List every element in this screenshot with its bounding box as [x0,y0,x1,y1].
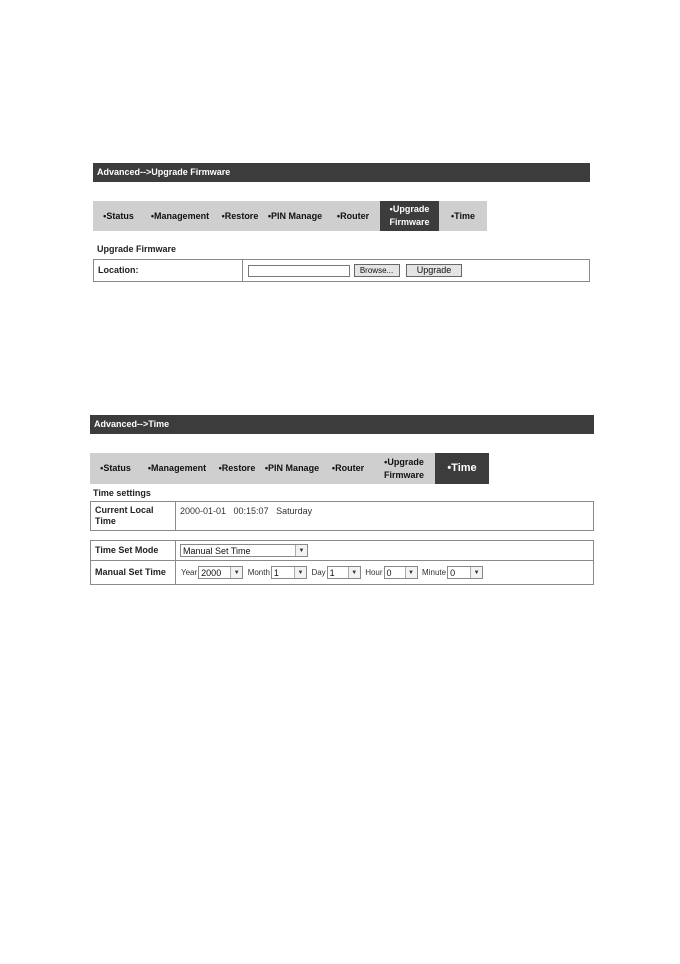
year-value: 2000 [201,567,222,578]
year-select[interactable] [198,566,243,579]
minute-label: Minute [422,568,447,577]
chevron-down-icon: ▼ [348,567,360,578]
hour-label: Hour [365,568,383,577]
current-time-table [90,501,594,531]
tab-router[interactable]: •Router [331,463,365,473]
tab-time[interactable]: •Time [451,210,475,221]
month-value: 1 [273,567,279,578]
year-label: Year [181,568,198,577]
tab-status[interactable]: •Status [100,463,131,473]
day-label: Day [311,568,326,577]
minute-value: 0 [450,567,456,578]
upgrade-form [93,259,590,282]
tab-time[interactable]: •Time [435,453,489,484]
location-input[interactable] [248,265,350,277]
day-select[interactable] [327,566,361,579]
chevron-down-icon: ▼ [470,567,482,578]
tab-router[interactable]: •Router [336,210,370,221]
page-title: Advanced-->Upgrade Firmware [93,163,590,182]
upgrade-button[interactable]: Upgrade [406,264,462,277]
tab-pin-manage[interactable]: •PIN Manage [264,463,320,473]
nav-tabs [90,453,489,484]
time-set-mode-value: Manual Set Time [183,545,251,556]
time-set-mode-cell [176,541,594,561]
tab-restore[interactable]: •Restore [218,463,256,473]
month-select[interactable] [271,566,307,579]
day-value: 1 [329,567,335,578]
hour-select[interactable] [384,566,418,579]
tab-upgrade-firmware[interactable]: •Upgrade Firmware [383,456,425,480]
chevron-down-icon: ▼ [294,567,306,578]
time-settings-table [90,540,594,585]
hour-value: 0 [386,567,392,578]
tab-management[interactable]: •Management [150,210,210,221]
current-time-value: 2000-01-01 00:15:07 Saturday [176,502,594,531]
browse-button[interactable]: Browse... [354,264,400,277]
tab-restore[interactable]: •Restore [221,210,259,221]
upgrade-firmware-panel [93,163,590,283]
time-set-mode-select[interactable] [180,544,308,557]
manual-set-time-label: Manual Set Time [91,561,176,585]
time-panel [90,415,594,595]
page-title: Advanced-->Time [90,415,594,434]
month-label: Month [247,568,270,577]
tab-pin-manage[interactable]: •PIN Manage [267,210,323,221]
manual-set-time-cell [176,561,594,585]
chevron-down-icon: ▼ [230,567,242,578]
location-cell [243,260,590,282]
current-time-label: Current Local Time [91,502,176,531]
chevron-down-icon: ▼ [405,567,417,578]
tab-status[interactable]: •Status [103,210,134,221]
section-label: Time settings [93,488,151,498]
tab-upgrade-firmware[interactable]: •Upgrade Firmware [380,201,439,231]
location-label: Location: [94,260,243,282]
tab-management[interactable]: •Management [147,463,207,473]
section-label: Upgrade Firmware [97,244,177,254]
time-set-mode-label: Time Set Mode [91,541,176,561]
nav-tabs [93,201,487,231]
minute-select[interactable] [447,566,483,579]
chevron-down-icon: ▼ [295,545,307,556]
